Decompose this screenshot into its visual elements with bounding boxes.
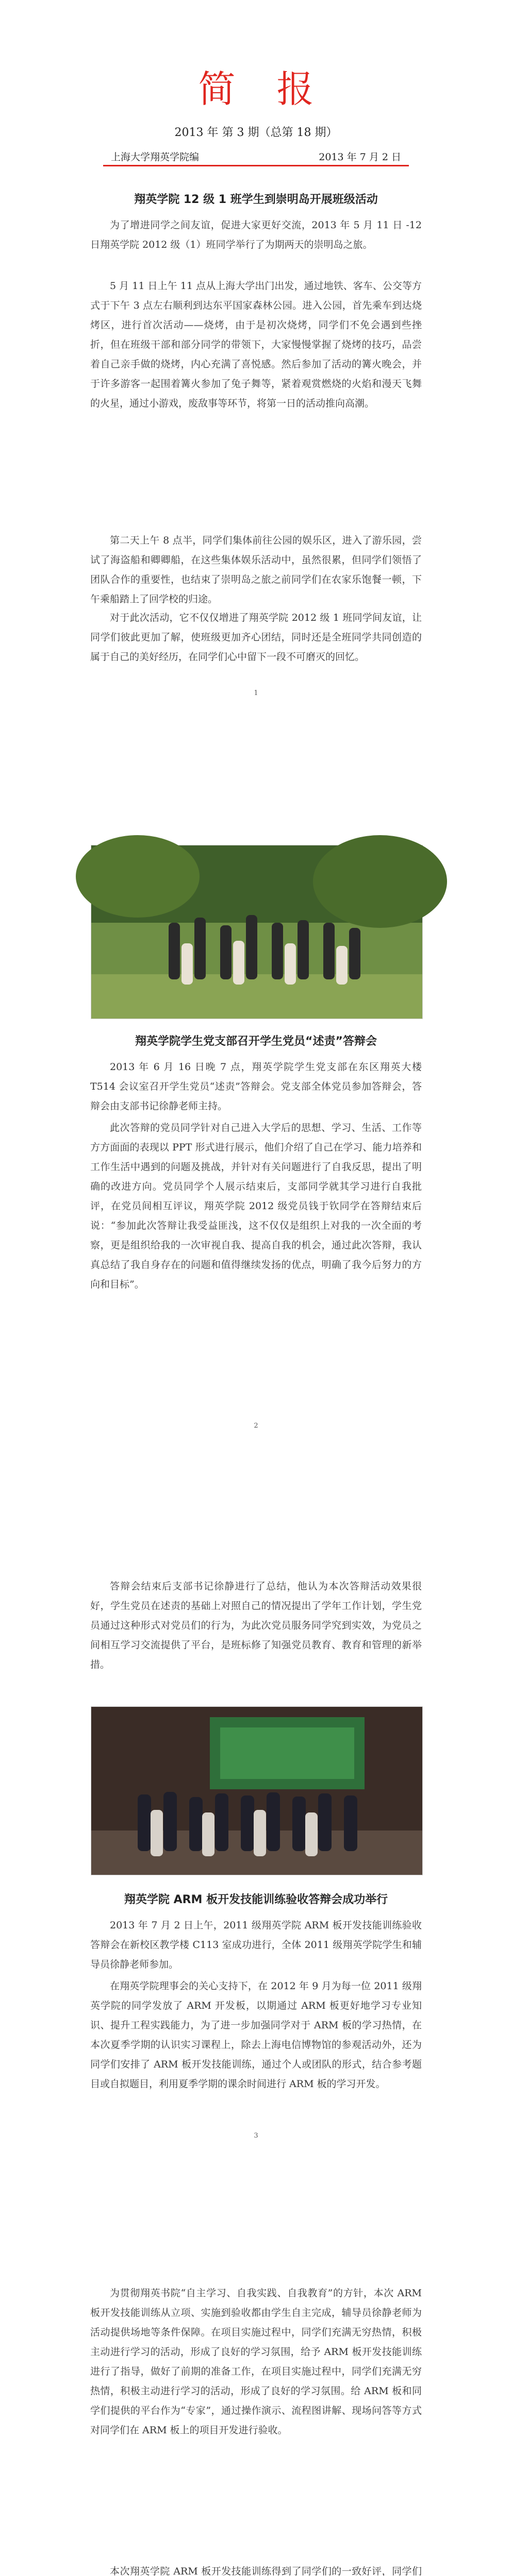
article-1-heading: 翔英学院 12 级 1 班学生到崇明岛开展班级活动 xyxy=(134,193,378,206)
page-number: 1 xyxy=(254,689,258,697)
article-3-paragraph: 为贯彻翔英书院“自主学习、自我实践、自我教育”的方针，本次 ARM 板开发技能训练从立项、实施到验收都由学生自主完成，辅导员徐静老师为活动提供场地等条件保障。在项目实施过程中，同学们充满无穷热情，积极主动进行学习的活动，形成了良好的学习氛围，给予 ARM 板开发技能训练进行了指导，做好了前期的准备工作，在项目实施过程中，同学们充满无穷热情，积极主动进行学习的活动，形成了良好的学习氛围。给 ARM 板和同学们提供的平台作为“专家”，通过操作演示、流程图讲解、现场问答等方式对同学们在 ARM 板上的项目开发进行验收。 xyxy=(90,2287,422,2436)
party-meeting-group-photo xyxy=(91,1706,423,1875)
masthead-divider xyxy=(103,165,409,166)
article-2-heading: 翔英学院学生党支部召开学生党员“述责”答辩会 xyxy=(135,1035,377,1048)
masthead-title: 简报 xyxy=(198,67,355,111)
article-3-paragraph: 在翔英学院理事会的关心支持下，在 2012 年 9 月为每一位 2011 级翔英学院的同学发放了 ARM 开发板，以期通过 ARM 板更好地学习专业知识、提升工程实践能力，为了进一步加强同学对于 ARM 板的学习热情，在本次夏季学期的认识实习课程上，除去上海电信博物馆的参观活动外，还为同学们安排了 ARM 板开发技能训练，通过个人或团队的形式，结合参考题目或自拟题目，利用夏季学期的课余时间进行 ARM 板的学习开发。 xyxy=(90,1980,422,2090)
article-2-paragraph: 答辩会结束后支部书记徐静进行了总结，他认为本次答辩活动效果很好，学生党员在述责的基础上对照自己的情况提出了学年工作计划，学生党员通过这种形式对党员们的行为，为此次党员服务同学究到实效，为党员之间相互学习交流提供了平台，是班标修了知强党员教育、教育和管理的新举措。 xyxy=(90,1581,422,1670)
article-1-paragraph: 为了增进同学之间友谊，促进大家更好交流，2013 年 5 月 11 日 -12 日翔英学院 2012 级（1）班同学举行了为期两天的崇明岛之旅。 xyxy=(90,219,422,250)
issue-number: 2013 年 第 3 期（总第 18 期） xyxy=(174,126,338,139)
publisher: 上海大学翔英学院编 xyxy=(111,151,200,163)
article-2-paragraph: 2013 年 6 月 16 日晚 7 点，翔英学院学生党支部在东区翔英大楼 T514 会议室召开学生党员“述责”答辩会。党支部全体党员参加答辩会，答辩会由支部书记徐静老师主持。 xyxy=(90,1061,422,1112)
page-number: 2 xyxy=(254,1422,258,1430)
page-number: 3 xyxy=(254,2132,258,2140)
article-3-heading: 翔英学院 ARM 板开发技能训练验收答辩会成功举行 xyxy=(124,1893,388,1906)
article-3-paragraph: 本次翔英学院 ARM 板开发技能训练得到了同学们的一致好评，同学们 xyxy=(110,2566,422,2576)
article-2-paragraph: 此次答辩的党员同学针对自己进入大学后的思想、学习、生活、工作等方方面面的表现以 PPT 形式进行展示，他们介绍了自己在学习、能力培养和工作生活中遇到的问题及挑战，并针对有关问题进行了自我反思，提出了明确的改进方向。党员同学个人展示结束后，支部同学就其学习进行自我批评，在党员间相互评议，翔英学院 2012 级党员钱于钦同学在答辩结束后说：“参加此次答辩让我受益匪浅，这不仅仅是组织上对我的一次全面的考察，更是组织给我的一次审视自我、提高自我的机会，通过此次答辩，我认真总结了我自身存在的问题和值得继续发扬的优点，明确了我今后努力的方向和目标”。 xyxy=(90,1122,422,1290)
article-1-paragraph: 5 月 11 日上午 11 点从上海大学出门出发，通过地铁、客车、公交等方式于下午 3 点左右顺利到达东平国家森林公园。进入公园，首先乘车到达烧烤区，进行首次活动——烧烤，由于是初次烧烤，同学们不免会遇到些挫折，但在班级干部和部分同学的带领下，大家慢慢掌握了烧烤的技巧，品尝着自己亲手做的烧烤，内心充满了喜悦感。然后参加了活动的篝火晚会，并于许多游客一起围着篝火参加了兔子舞等，紧着观赏燃烧的火焰和漫天飞舞的火星，通过小游戏，废敌事等环节，将第一日的活动推向高潮。 xyxy=(90,280,422,409)
publish-date: 2013 年 7 月 2 日 xyxy=(319,151,401,163)
article-1-paragraph: 对于此次活动，它不仅仅增进了翔英学院 2012 级 1 班同学间友谊，让同学们彼此更加了解，使班级更加齐心团结，同时还是全班同学共同创造的属于自己的美好经历，在同学们心中留下一段不可磨灭的回忆。 xyxy=(90,612,422,663)
article-3-paragraph: 2013 年 7 月 2 日上午，2011 级翔英学院 ARM 板开发技能训练验收答辩会在新校区教学楼 C113 室成功进行，全体 2011 级翔英学院学生和辅导员徐静老师参加。 xyxy=(90,1920,422,1970)
class-trip-group-photo xyxy=(91,845,423,1019)
article-1-paragraph: 第二天上午 8 点半，同学们集体前往公园的娱乐区，进入了游乐园，尝试了海盗船和卿卿船，在这些集体娱乐活动中，虽然很累，但同学们领悟了团队合作的重要性，也结束了崇明岛之旅之前同学们在农家乐饱餐一顿，下午乘船踏上了回学校的归途。 xyxy=(90,535,422,605)
